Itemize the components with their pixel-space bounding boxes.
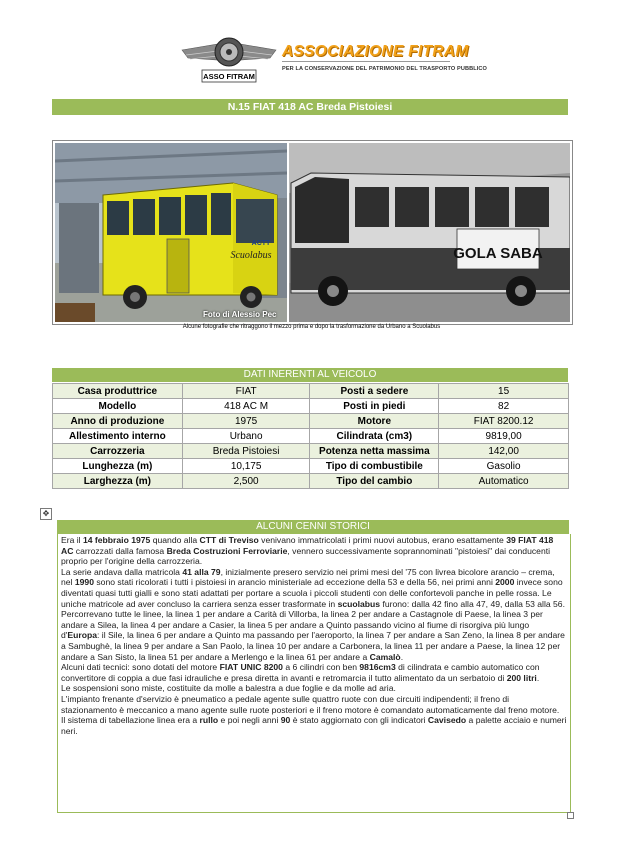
bus-side-text: Scuolabus <box>230 250 272 261</box>
bold-text: CTT di Treviso <box>199 535 259 545</box>
text-run: La serie andava dalla matricola <box>61 566 183 577</box>
text-run: , vennero successivamente soprannominati "pistoiesi" dai conducenti proprio per l'origine della carrozzeria. <box>61 545 551 567</box>
field-value: FIAT 8200.12 <box>439 414 569 429</box>
history-paragraph <box>61 683 567 694</box>
bold-text: Europa <box>67 630 98 641</box>
text-run: a 6 cilindri con ben <box>282 662 360 673</box>
table-row <box>53 474 569 489</box>
photo-credit: Foto di Alessio Pec <box>203 310 277 319</box>
photo-frame <box>52 140 573 325</box>
field-value: 10,175 <box>182 459 310 474</box>
bold-text: scuolabus <box>337 598 381 609</box>
bold-text: 9816cm3 <box>359 662 396 673</box>
photo-caption: Alcune fotografie che ritraggono il mezzo prima e dopo la trasformazione da Urbano a Scuolabus <box>182 324 441 330</box>
field-label: Posti a sedere <box>310 384 439 399</box>
bold-text: Breda Costruzioni Ferroviarie <box>166 545 288 556</box>
bold-text: 90 <box>280 715 291 726</box>
text-run: Alcuni dati tecnici: sono dotati del motore <box>61 662 220 673</box>
bold-text: 200 litri <box>506 672 537 683</box>
emblem-text: ASSO FITRAM <box>203 72 255 81</box>
field-value: 9819,00 <box>439 429 569 444</box>
vehicle-data-table <box>52 383 569 489</box>
history-paragraph <box>61 609 567 662</box>
table-row <box>53 459 569 474</box>
text-run: , inizialmente presero servizio nei primi mesi del '75 con livrea bicolore arancio – crema, nel <box>61 566 555 588</box>
text-run: quando alla <box>150 535 200 545</box>
history-paragraph <box>61 694 567 715</box>
fitram-emblem-icon <box>180 30 278 88</box>
history-paragraph <box>61 715 567 736</box>
field-label: Tipo del cambio <box>310 474 439 489</box>
bold-text: 1990 <box>74 577 94 588</box>
text-run: Percorrevano tutte le linee, la linea 1 per andare a Carità di Villorba, la linea 2 per andare a Castagnole di Paese, la linea 3 per andare a Silea, la linea 4 per andare a Casier, la linea 5 per andare a Quinto passando vicino al fiume di risorgiva più lungo d' <box>61 609 543 641</box>
text-run: Era il <box>61 535 83 545</box>
text-run: invece sono diventati quasi tutti gialli e sono stati adattati per portare a scuola i piccoli studenti con delle confortevoli panche in pelle rossa. Le uniche matricole ad aver concluso la carriera senza esser trasformate in <box>61 577 563 609</box>
field-value: 82 <box>439 399 569 414</box>
table-row <box>53 384 569 399</box>
field-value: Urbano <box>182 429 310 444</box>
text-run: sono stati ricolorati i tutti i pistoiesi in arancio ministeriale ad eccezione della 53 e della 56, nei primi anni <box>93 577 496 588</box>
text-run: . <box>400 651 404 662</box>
field-label: Cilindrata (cm3) <box>310 429 439 444</box>
history-header: ALCUNI CENNI STORICI <box>57 520 569 534</box>
field-label: Motore <box>310 414 439 429</box>
header-logo <box>180 30 488 88</box>
text-run: . <box>536 672 540 683</box>
bold-text: Camalò <box>369 651 401 662</box>
field-value: Gasolio <box>439 459 569 474</box>
history-paragraph <box>61 535 567 567</box>
field-label: Tipo di combustibile <box>310 459 439 474</box>
table-row <box>53 399 569 414</box>
text-run: venivano immatricolati i primi nuovi autobus, erano esattamente <box>258 535 507 545</box>
text-run: L'impianto frenante d'servizio è pneumatico a pedale agente sulle quattro ruote con due circuiti indipendenti; il freno di stazionamento è meccanico a mano agente sulle ruote posteriori e il freno motore è comandato automaticamente dal freno motore. <box>61 693 560 715</box>
field-value: 1975 <box>182 414 310 429</box>
table-row <box>53 429 569 444</box>
bus-ad-text: GOLA SABA <box>453 245 543 262</box>
field-label: Lunghezza (m) <box>53 459 183 474</box>
field-value: 142,00 <box>439 444 569 459</box>
text-run: a palette acciaio e numeri neri. <box>61 715 567 736</box>
field-label: Potenza netta massima <box>310 444 439 459</box>
field-value: Breda Pistoiesi <box>182 444 310 459</box>
text-run: furono: dalla 42 fino alla 47, 49, dalla 53 alla 56. <box>380 598 565 609</box>
bold-text: FIAT UNIC 8200 <box>219 662 283 673</box>
text-run: : il Sile, la linea 6 per andare a Quinto ma passando per l'aeroporto, la linea 7 per andare a San Zeno, la linea 8 per andare a Sambughè, la linea 9 per andare a San Paolo, la linea 10 per andare a Carbonera, la linea 11 per andare a Paese, la linea 12 per andare a San Sisto, la linea 51 per andare a Merlengo e la linea 61 per andare a <box>61 630 565 662</box>
history-text <box>57 534 571 813</box>
text-run: di cilindrata e cambio automatico con convertitore di coppia a due fasi idrauliche e presa diretta in avanti e retromarcia il tutto alimentato da un serbatoio di <box>61 662 540 683</box>
bold-text: 14 febbraio 1975 <box>82 535 151 545</box>
history-paragraph <box>61 567 567 609</box>
bold-text: 2000 <box>495 577 515 588</box>
text-run: carrozzati dalla famosa <box>73 545 167 556</box>
text-run: e poi negli anni <box>218 715 281 726</box>
table-row <box>53 414 569 429</box>
bus-brand-text: ACTT <box>251 240 271 247</box>
field-value: 418 AC M <box>182 399 310 414</box>
text-run: Il sistema di tabellazione linea era a <box>61 715 200 726</box>
history-paragraph <box>61 662 567 683</box>
org-name: ASSOCIAZIONE FITRAM <box>282 43 469 60</box>
field-label: Casa produttrice <box>53 384 183 399</box>
field-label: Carrozzeria <box>53 444 183 459</box>
text-run: Le sospensioni sono miste, costituite da molle a balestra a due foglie e da molle ad aria. <box>61 683 396 694</box>
bold-text: 39 FIAT 418 AC <box>61 535 554 556</box>
document-title: N.15 FIAT 418 AC Breda Pistoiesi <box>52 99 568 115</box>
field-label: Anno di produzione <box>53 414 183 429</box>
table-resize-handle-icon[interactable] <box>567 812 574 819</box>
bold-text: Cavisedo <box>427 715 467 726</box>
field-label: Allestimento interno <box>53 429 183 444</box>
table-move-handle-icon[interactable]: ✥ <box>40 508 52 520</box>
org-subtitle: PER LA CONSERVAZIONE DEL PATRIMONIO DEL TRASPORTO PUBBLICO <box>282 66 488 72</box>
field-value: FIAT <box>182 384 310 399</box>
photo-scuolabus <box>55 143 287 322</box>
field-value: 15 <box>439 384 569 399</box>
text-run: è stato aggiornato con gli indicatori <box>290 715 428 726</box>
field-label: Posti in piedi <box>310 399 439 414</box>
table-row <box>53 444 569 459</box>
vehicle-data-header: DATI INERENTI AL VEICOLO <box>52 368 568 382</box>
field-label: Larghezza (m) <box>53 474 183 489</box>
bold-text: rullo <box>199 715 219 726</box>
photo-urbano <box>289 143 570 322</box>
field-label: Modello <box>53 399 183 414</box>
field-value: Automatico <box>439 474 569 489</box>
bold-text: 41 alla 79 <box>182 566 221 577</box>
field-value: 2,500 <box>182 474 310 489</box>
logo-divider <box>282 61 450 62</box>
